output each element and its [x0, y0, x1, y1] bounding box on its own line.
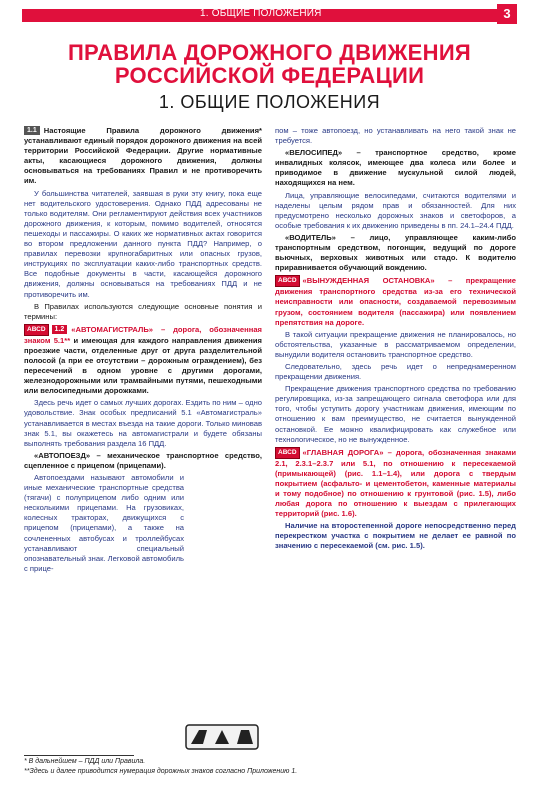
paragraph-1-2	[24, 324, 262, 397]
term-driver: «ВОДИТЕЛЬ»	[285, 232, 336, 242]
comment-autobahn: Здесь речь идет о самых лучших дорогах. Ездить по ним – одно удовольствие. Знак особых предписаний 5.1 «Автомагистраль» устанавливается в местах въезда на такие дороги. Только миновав знак 5.1, вы окажетесь на автомагистрали и будете обязаны выполнять требования раздела 16 ПДД.	[24, 398, 262, 448]
term-bicycle-def: – транспортное средство, кроме инвалидных колясок, имеющее два колеса или более и приводимое в движение мускульной силой людей, находящихся на нем.	[275, 148, 516, 188]
footnote-divider	[24, 755, 134, 756]
comment-1-1: У большинства читателей, заявшая в руки эту книгу, пока еще нет водительского удостоверения. Однако ПДД адресованы не только водителям. Они регламентируют действия всех участников дорожного движения, к которым, помимо водителей, относятся пешеходы и пассажиры. О каких же нормативных актах говорится во втором предложении данного пункта ПДД? Например, о правилах перевозки крупногабаритных или опасных грузов, инструкциях по эксплуатации каких-либо транспортных средств. Все подобные документы в части, касающейся дорожного движения, должны основываться на требованиях ПДД и не противоречить им.	[24, 188, 262, 299]
terms-intro: В Правилах используются следующие основные понятия и термины:	[24, 301, 262, 321]
main-title-line2: РОССИЙСКОЙ ФЕДЕРАЦИИ	[114, 63, 425, 88]
category-badge: АВСD	[24, 324, 49, 336]
term-main-road-def: – дорога, обозначенная знаками 2.1, 2.3.1–2.3.7 или 5.1, по отношению к пересекаемой (примыкающей) (рис. 1.1–1.4), или дорога с твердым покрытием (асфальто- и цементобетон, каменные материалы и тому подобное) по отношению к грунтовой (рис. 1.5), либо любая дорога по отношению к выездам с прилегающих территорий (рис. 1.6).	[275, 447, 516, 519]
comment-road-train: Автопоездами называют автомобили и иные механические транспортные средства (тягачи) с полуприцепом либо одним или несколькими прицепами. На грузовиках, колесных тракторах, движущихся с прицепом (прицепами), а также на сочлененных автобусах и троллейбусах устанавливают специальный опознавательный знак. Легковой автомобиль с прице-	[24, 473, 184, 573]
paragraph-driver	[275, 233, 516, 273]
category-badge: АВСD	[275, 275, 300, 287]
header-title: 1. ОБЩИЕ ПОЛОЖЕНИЯ	[200, 8, 322, 19]
term-autobahn: «АВТОМАГИСТРАЛЬ» – дорога, обозначенная знаком 5.1**	[24, 324, 262, 345]
left-column	[24, 126, 262, 576]
term-road-train: «АВТОПОЕЗД»	[34, 450, 91, 460]
footnotes	[24, 757, 514, 777]
term-road-train-def: – механическое транспортное средство, сцепленное с прицепом (прицепами).	[24, 450, 262, 470]
term-main-road: «ГЛАВНАЯ ДОРОГА»	[302, 447, 384, 457]
term-autobahn-def: и имеющая для каждого направления движения проезжие части, отделенные друг от друга разделительной полосой (а при ее отсутствии – дорожным ограждением), без пересечений в одном уровне с другими дорогами, железнодорожными или трамвайными путями, пешеходными или велосипедными дорожками.	[24, 335, 262, 396]
main-title-line1: ПРАВИЛА ДОРОЖНОГО ДВИЖЕНИЯ	[67, 40, 472, 65]
comment-road-train-cont: пом – тоже автопоезд, но устанавливать на него такой знак не требуется.	[275, 126, 516, 146]
comment-bicycle: Лица, управляющие велосипедами, считаются водителями и наделены целым рядом прав и обязанностей. Для них предусмотрено несколько дорожных знаков и светофоров, а особые требования к их движению приведены в пп. 24.1–24.4 ПДД.	[275, 190, 516, 230]
right-column	[275, 126, 516, 554]
term-bicycle: «ВЕЛОСИПЕД»	[285, 148, 343, 158]
comment-forced-stop-3: Прекращение движения транспортного средства по требованию регулировщика, из-за запрещающего сигнала светофора или для того, чтобы уступить дорогу участникам движения, имеющим по отношению к вам преимущество, не считается вынужденной остановкой. Ее можно квалифицировать как служебное или технологическое, но не вынужденное.	[275, 384, 516, 444]
section-title: 1. ОБЩИЕ ПОЛОЖЕНИЯ	[158, 92, 381, 112]
paragraph-1-1	[24, 126, 262, 187]
paragraph-main-road	[275, 447, 516, 520]
page-header	[0, 0, 539, 24]
footnote-1: * В дальнейшем – ПДД или Правила.	[24, 758, 146, 765]
comment-forced-stop-1: В такой ситуации прекращение движения не планировалось, но обстоятельства, указанные в рассматриваемом определении, вынудили водителя остановить транспортное средство.	[275, 329, 516, 359]
comment-forced-stop-2: Следовательно, здесь речь идет о непреднамеренном прекращении движения.	[275, 361, 516, 382]
page-number: 3	[497, 4, 517, 24]
rule-number-badge: 1.2	[52, 325, 68, 334]
category-badge: АВСD	[275, 447, 300, 459]
footnote-2: **Здесь и далее приводится нумерация дорожных знаков согласно Приложению 1.	[24, 768, 298, 775]
road-train-sign-icon	[185, 724, 259, 750]
term-forced-stop-def: – прекращение движения транспортного средства из-за его технической неисправности или опасности, создаваемой перевозимым грузом, состоянием водителя (пассажира) или появлением препятствия на дороге.	[275, 276, 516, 327]
paragraph-forced-stop	[275, 275, 516, 327]
paragraph-road-train	[24, 451, 262, 471]
note-main-road: Наличие на второстепенной дороге непосредственно перед перекрестком участка с покрытием не делает ее равной по значению с пересекаемой (см. рис. 1.5).	[275, 521, 516, 551]
paragraph-bicycle	[275, 148, 516, 188]
rule-text: Настоящие Правила дорожного движения* устанавливают единый порядок дорожного движения на всей территории Российской Федерации. Другие нормативные акты, касающиеся дорожного движения, должны основываться на требованиях Правил и не противоречить им.	[24, 126, 262, 186]
term-forced-stop: «ВЫНУЖДЕННАЯ ОСТАНОВКА»	[302, 276, 435, 286]
rule-number-badge: 1.1	[24, 126, 40, 135]
term-driver-def: – лицо, управляющее каким-либо транспортным средством, погонщик, ведущий по дороге вьючных, верховых животных или стадо. К водителю приравнивается обучающий вождению.	[275, 232, 516, 273]
